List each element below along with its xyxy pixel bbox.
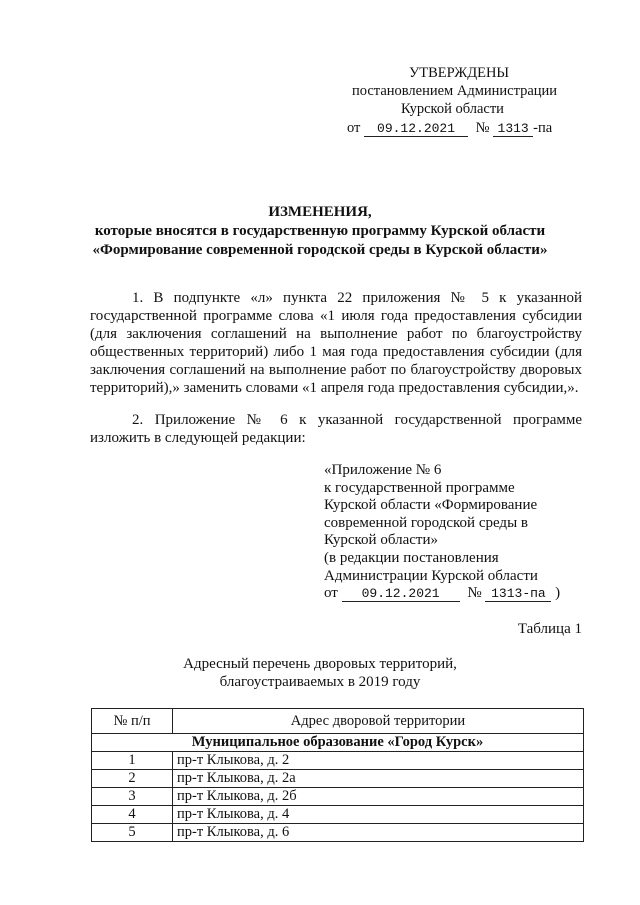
appendix-block bbox=[324, 462, 604, 603]
changes-subtitle-1: которые вносятся в государственную программу Курской области bbox=[94, 223, 546, 239]
row-address: пр-т Клыкова, д. 4 bbox=[173, 806, 584, 824]
row-number: 1 bbox=[92, 752, 173, 770]
row-address: пр-т Клыкова, д. 2а bbox=[173, 770, 584, 788]
approval-heading: УТВЕРЖДЕНЫ bbox=[409, 65, 510, 81]
approval-line-2: Курской области bbox=[401, 101, 504, 117]
appendix-date-line bbox=[324, 585, 604, 603]
approval-line-1: постановлением Администрации bbox=[352, 83, 558, 99]
appendix-close-paren: ) bbox=[555, 585, 561, 602]
row-number: 3 bbox=[92, 788, 173, 806]
approval-number-suffix: -па bbox=[533, 120, 553, 136]
header-number: № п/п bbox=[92, 709, 173, 734]
appendix-number-label: № bbox=[467, 585, 482, 602]
appendix-from-label: от bbox=[324, 585, 338, 602]
table-group-row bbox=[92, 734, 584, 752]
appendix-number: 1313-па bbox=[485, 587, 551, 602]
appendix-line-5: Курской области» bbox=[324, 532, 438, 549]
group-municipality: Муниципальное образование «Город Курск» bbox=[92, 734, 584, 752]
row-address: пр-т Клыкова, д. 2б bbox=[173, 788, 584, 806]
row-number: 5 bbox=[92, 824, 173, 842]
appendix-line-1: «Приложение № 6 bbox=[324, 462, 442, 478]
row-address: пр-т Клыкова, д. 6 bbox=[173, 824, 584, 842]
table-row bbox=[92, 824, 584, 842]
approval-from-label: от bbox=[347, 120, 361, 136]
changes-heading: ИЗМЕНЕНИЯ, bbox=[268, 204, 372, 220]
appendix-line-2: к государственной программе bbox=[324, 479, 515, 496]
approval-date-line bbox=[347, 119, 552, 137]
appendix-line-4: современной городской среды в bbox=[324, 514, 528, 531]
header-address: Адрес дворовой территории bbox=[173, 709, 584, 734]
paragraph-1: 1. В подпункте «л» пункта 22 приложения № 5 к указанной государственной программе слова «1 июля года предоставления субсидии (для заключения соглашений на выполнение работ по благоустройству общественных территорий) либо 1 мая года предоставления субсидии (для заключения соглашений на выполнение работ по благоустройству дворовых территорий),» заменить словами «1 апреля года предоставления субсидии,». bbox=[90, 290, 582, 396]
table-row bbox=[92, 752, 584, 770]
appendix-date: 09.12.2021 bbox=[342, 587, 460, 602]
table-caption-2: благоустраиваемых в 2019 году bbox=[219, 674, 421, 690]
appendix-line-7: Администрации Курской области bbox=[324, 567, 538, 584]
approval-number-label: № bbox=[475, 120, 490, 136]
appendix-line-6: (в редакции постановления bbox=[324, 549, 499, 566]
approval-date: 09.12.2021 bbox=[364, 122, 468, 137]
row-number: 2 bbox=[92, 770, 173, 788]
table-row bbox=[92, 806, 584, 824]
table-row bbox=[92, 770, 584, 788]
address-table bbox=[91, 708, 584, 842]
table-row bbox=[92, 788, 584, 806]
appendix-line-3: Курской области «Формирование bbox=[324, 497, 538, 514]
row-number: 4 bbox=[92, 806, 173, 824]
approval-number: 1313 bbox=[493, 122, 533, 137]
table-caption-1: Адресный перечень дворовых территорий, bbox=[183, 656, 457, 672]
table-label: Таблица 1 bbox=[517, 621, 582, 637]
changes-subtitle-2: «Формирование современной городской среды в Курской области» bbox=[92, 242, 548, 258]
table-header-row bbox=[92, 709, 584, 734]
paragraph-2: 2. Приложение № 6 к указанной государственной программе изложить в следующей редакции: bbox=[90, 412, 582, 446]
row-address: пр-т Клыкова, д. 2 bbox=[173, 752, 584, 770]
